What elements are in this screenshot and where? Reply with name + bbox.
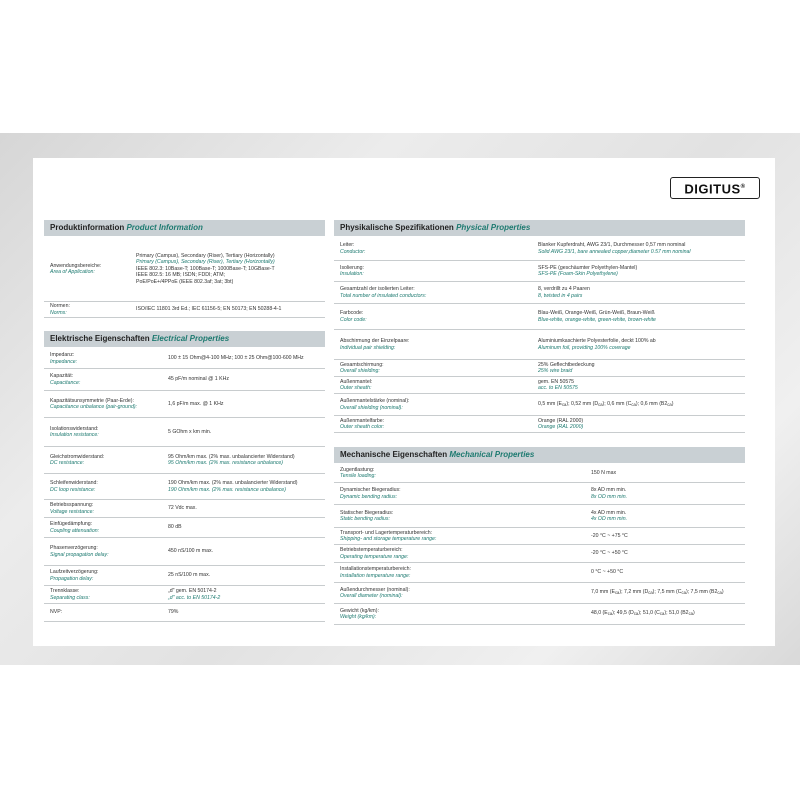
spec-row bbox=[44, 566, 325, 586]
spec-label-de: Transport- und Lagertemperaturbereich: bbox=[340, 529, 433, 536]
spec-label bbox=[334, 377, 534, 393]
spec-label-de: Betriebsspannung: bbox=[50, 502, 94, 509]
spec-label bbox=[334, 416, 534, 432]
spec-label-en: Norms: bbox=[50, 309, 67, 316]
spec-label-de: Impedanz: bbox=[50, 352, 75, 359]
spec-label-de: Außenmantel: bbox=[340, 378, 373, 385]
spec-label-de: Außendurchmesser (nominal): bbox=[340, 586, 410, 593]
spec-row bbox=[334, 377, 745, 394]
spec-value-val-en: Blue-white, orange-white, green-white, brown-white bbox=[538, 316, 656, 323]
spec-value-val: 80 dB bbox=[168, 524, 182, 531]
spec-value-val: 72 Vdc max. bbox=[168, 505, 197, 512]
subscript: ca bbox=[631, 401, 636, 407]
spec-value bbox=[534, 282, 745, 303]
spec-label-en: Capacitance: bbox=[50, 379, 81, 386]
spec-value bbox=[164, 418, 325, 446]
spec-value-val-en: acc. to EN 50575 bbox=[538, 385, 578, 391]
spec-value-val-en: 8x OD mm min. bbox=[591, 493, 628, 500]
spec-value-val-en: SFS-PE (Foam-Skin Polyethylene) bbox=[538, 271, 618, 277]
spec-value-val: 25% Geflechtbedeckung bbox=[538, 361, 595, 368]
spec-label bbox=[44, 447, 164, 473]
spec-label-en: Overall diameter (nominal): bbox=[340, 593, 403, 599]
spec-value-val: 5 GOhm x km min. bbox=[168, 428, 212, 435]
spec-row bbox=[334, 464, 745, 483]
spec-row bbox=[334, 261, 745, 282]
spec-label-de: Laufzeitverzögerung: bbox=[50, 569, 99, 576]
spec-row bbox=[334, 505, 745, 528]
spec-value-val: 4x AD mm min. bbox=[591, 509, 627, 516]
section-title-de: Elektrische Eigenschaften bbox=[50, 334, 150, 343]
spec-label-en: Separating class: bbox=[50, 594, 90, 601]
spec-label-de: Gesamtschirmung: bbox=[340, 361, 384, 368]
spec-value bbox=[534, 330, 745, 359]
spec-value-val: Orange (RAL 2000) bbox=[538, 417, 584, 424]
section-title-en: Electrical Properties bbox=[151, 334, 230, 343]
spec-value bbox=[164, 500, 325, 517]
section-title-de: Produktinformation bbox=[50, 223, 125, 232]
spec-label-en: Operating temperature range: bbox=[340, 553, 409, 560]
spec-label-en: DC resistance: bbox=[50, 460, 85, 466]
spec-value-val: 7,0 mm $(E_{ca})$; 7,2 mm $(D_{ca})$; 7,5 mm $(C_{ca})$; 7,5 mm $(B2_{ca})$ bbox=[591, 589, 724, 596]
spec-label bbox=[44, 237, 132, 301]
spec-label-en: Capacitance unbalance (pair-ground): bbox=[50, 404, 137, 410]
spec-value bbox=[164, 369, 325, 390]
spec-value-val: Aluminiumkaschierte Polyesterfolie, deckt 100% ab bbox=[538, 338, 656, 345]
spec-row bbox=[334, 604, 745, 625]
section-title-en: Physical Properties bbox=[456, 223, 531, 232]
spec-value-val: 450 nS/100 m max. bbox=[168, 548, 213, 555]
spec-value bbox=[164, 518, 325, 537]
spec-label bbox=[334, 483, 587, 504]
spec-label-en: Coupling attenuation: bbox=[50, 527, 100, 534]
spec-value bbox=[587, 505, 745, 527]
spec-label bbox=[334, 261, 534, 281]
spec-label bbox=[334, 282, 534, 303]
spec-value-val-en: 95 Ohm/km max. (2% max. resistance unbalance) bbox=[168, 460, 284, 466]
spec-value-val-en: Solid AWG 23/1, bare annealed copper,diameter 0.57 mm nominal bbox=[538, 248, 691, 255]
spec-value bbox=[534, 304, 745, 329]
spec-value bbox=[164, 538, 325, 565]
spec-value-val: -20 °C ~ +50 °C bbox=[591, 550, 628, 557]
spec-label-de: Außenmantelfarbe: bbox=[340, 417, 385, 424]
spec-value-val: 25 nS/100 m max. bbox=[168, 572, 211, 579]
spec-row bbox=[44, 391, 325, 418]
spec-value-val: 100 ± 15 Ohm@4-100 MHz; 100 ± 25 Ohm@100-600 MHz bbox=[168, 355, 304, 362]
spec-label-en: Conductor: bbox=[340, 248, 366, 255]
spec-label-en: Shipping- and storage temperature range: bbox=[340, 536, 437, 542]
spec-value-val: 0 °C ~ +50 °C bbox=[591, 569, 624, 576]
spec-value-val: 150 N max bbox=[591, 469, 617, 476]
spec-label-de: Isolierung: bbox=[340, 264, 364, 271]
spec-label bbox=[334, 464, 587, 482]
spec-value bbox=[164, 566, 325, 585]
spec-label-en: Signal propagation delay: bbox=[50, 551, 109, 558]
spec-value-val: gem. EN 50575 bbox=[538, 378, 575, 385]
digitus-logo: DIGITUS® bbox=[670, 177, 760, 199]
spec-value bbox=[132, 237, 325, 301]
subscript: ca bbox=[681, 590, 686, 596]
section-title-physical bbox=[334, 220, 745, 236]
spec-value-val: Blanker Kupferdraht, AWG 23/1, Durchmesser 0,57 mm nominal bbox=[538, 242, 686, 249]
spec-value-val2: IEEE 802.3: 10Base-T; 100Base-T; 1000Base-T; 10GBase-T bbox=[136, 265, 275, 272]
subscript: ca bbox=[614, 590, 620, 596]
spec-value bbox=[164, 349, 325, 368]
spec-value-val-en: Orange (RAL 2000) bbox=[538, 424, 584, 430]
spec-value bbox=[587, 545, 745, 562]
spec-value-val: 45 pF/m nominal @ 1 KHz bbox=[168, 376, 229, 383]
subscript: ca bbox=[633, 611, 639, 617]
spec-label-de: Außenmantelstärke (nominal): bbox=[340, 398, 410, 405]
spec-value bbox=[534, 394, 745, 415]
spec-label-de: Betriebstemperaturbereich: bbox=[340, 547, 403, 554]
spec-value-val: 8, verdrillt zu 4 Paaren bbox=[538, 286, 590, 293]
spec-label bbox=[44, 604, 164, 621]
spec-label-de: Zugentlastung: bbox=[340, 466, 375, 473]
spec-row bbox=[334, 394, 745, 416]
spec-value bbox=[587, 464, 745, 482]
spec-value-val: Primary (Campus), Secondary (Riser), Tertiary (Horizontally) bbox=[136, 252, 275, 259]
spec-label bbox=[334, 237, 534, 260]
spec-value bbox=[164, 474, 325, 499]
spec-label bbox=[334, 545, 587, 562]
section-title-mechanical bbox=[334, 447, 745, 463]
spec-label bbox=[44, 349, 164, 368]
spec-label bbox=[44, 418, 164, 446]
section-title-de: Mechanische Eigenschaften bbox=[340, 450, 448, 459]
spec-label-de: Kapazitätsunsymmetrie (Paar-Erde): bbox=[50, 397, 134, 404]
spec-value-val-en: 8, twisted in 4 pairs bbox=[538, 292, 583, 299]
spec-value bbox=[587, 604, 745, 624]
spec-label-de: Schleifenwiderstand: bbox=[50, 480, 98, 487]
spec-value bbox=[534, 237, 745, 260]
spec-label-de: Gesamtzahl der isolierten Leiter: bbox=[340, 286, 415, 293]
spec-label-en: Propagation delay: bbox=[50, 575, 94, 582]
spec-label bbox=[44, 518, 164, 537]
spec-value-val: SFS-PE (geschäumter Polyethylen-Mantel) bbox=[538, 264, 638, 271]
spec-row bbox=[44, 604, 325, 622]
spec-label bbox=[334, 304, 534, 329]
spec-value bbox=[587, 563, 745, 582]
spec-value bbox=[164, 586, 325, 603]
spec-value bbox=[587, 483, 745, 504]
spec-label-de: Anwendungsbereiche: bbox=[50, 262, 102, 269]
spec-row bbox=[44, 474, 325, 500]
spec-label bbox=[44, 391, 164, 417]
spec-value bbox=[164, 391, 325, 417]
spec-value-val-en: Primary (Campus), Secondary (Riser), Tertiary (Horizontally) bbox=[136, 259, 275, 266]
spec-row bbox=[44, 538, 325, 566]
spec-label-en: Insulation resistance: bbox=[50, 432, 99, 438]
spec-value-val4: PoE/PoE+/4PPoE (IEEE 802.3af; 3at; 3bt) bbox=[136, 278, 234, 285]
spec-label bbox=[44, 369, 164, 390]
spec-row bbox=[44, 369, 325, 391]
section-title-product_info bbox=[44, 220, 325, 236]
spec-value-val: ISO/IEC 11801 3rd Ed.; IEC 61156-5; EN 50173; EN 50288-4-1 bbox=[136, 306, 282, 313]
spec-label-en: Total number of insulated conductors: bbox=[340, 292, 427, 299]
spec-label-en: Tensile loading: bbox=[340, 473, 376, 479]
spec-value-val: 95 Ohm/km max. (2% max. unbalancierter Widerstand) bbox=[168, 453, 295, 460]
spec-label-de: Einfügedämpfung: bbox=[50, 521, 93, 528]
spec-label-en: Outer sheath: bbox=[340, 385, 372, 391]
subscript: ca bbox=[667, 401, 672, 407]
spec-value bbox=[534, 377, 745, 393]
spec-label-en: Outer sheath color: bbox=[340, 424, 385, 430]
spec-row bbox=[334, 330, 745, 360]
spec-label-de: Kapazität: bbox=[50, 373, 74, 380]
subscript: ca bbox=[598, 401, 603, 407]
spec-label bbox=[334, 360, 534, 376]
spec-label bbox=[334, 528, 587, 544]
spec-label-de: Normen: bbox=[50, 303, 70, 310]
subscript: ca bbox=[717, 590, 722, 596]
spec-value bbox=[534, 261, 745, 281]
spec-value bbox=[587, 528, 745, 544]
spec-label-de: Isolationswiderstand: bbox=[50, 425, 99, 432]
spec-row bbox=[44, 447, 325, 474]
spec-label-en: Overall shielding: bbox=[340, 368, 380, 374]
spec-label-en: Individual pair shielding: bbox=[340, 344, 396, 351]
spec-value bbox=[534, 360, 745, 376]
spec-label-de: Gleichstromwiderstand: bbox=[50, 453, 105, 460]
spec-value-val: 79% bbox=[168, 609, 179, 616]
subscript: ca bbox=[659, 611, 665, 617]
spec-label-de: Leiter: bbox=[340, 242, 355, 249]
spec-label-de: Phasenverzögerung: bbox=[50, 545, 98, 552]
spec-label-de: Installationstemperaturbereich: bbox=[340, 566, 411, 573]
spec-label bbox=[334, 563, 587, 582]
spec-label-de: Farbcode: bbox=[340, 310, 364, 317]
spec-row bbox=[334, 304, 745, 330]
spec-row bbox=[334, 416, 745, 433]
subscript: ca bbox=[607, 611, 613, 617]
spec-row bbox=[44, 500, 325, 518]
spec-value-val: 0,5 mm $(E_{ca})$; 0,52 mm $(D_{ca})$; 0,6 mm $(C_{ca})$; 0,6 mm $(B2_{ca})$ bbox=[538, 400, 674, 407]
spec-row bbox=[44, 349, 325, 369]
spec-label bbox=[44, 566, 164, 585]
spec-label-en: Insulation: bbox=[340, 271, 364, 277]
spec-value-val-en: „d" acc. to EN 50174-2 bbox=[168, 594, 221, 601]
spec-label-de: Gewicht (kg/km): bbox=[340, 607, 379, 614]
spec-value-val: 190 Ohm/km max. (2% max. unbalancierter Widerstand) bbox=[168, 480, 298, 487]
spec-row bbox=[334, 583, 745, 604]
spec-label bbox=[44, 302, 132, 317]
spec-value-val: 48,0 $(E_{ca})$; 49,5 $(D_{ca})$; 51,0 $(C_{ca})$; 51,0 $(B2_{ca})$ bbox=[591, 610, 695, 617]
spec-value bbox=[587, 583, 745, 603]
spec-value bbox=[132, 302, 325, 317]
section-title-de: Physikalische Spezifikationen bbox=[340, 223, 454, 232]
spec-row bbox=[44, 302, 325, 318]
spec-label-en: Installation temperature range: bbox=[340, 572, 411, 579]
spec-value-val: „d" gem. EN 50174-2 bbox=[168, 588, 217, 595]
spec-row bbox=[334, 237, 745, 261]
spec-row bbox=[334, 545, 745, 563]
spec-row bbox=[44, 418, 325, 447]
section-title-en: Product Information bbox=[126, 223, 203, 232]
section-title-electrical bbox=[44, 331, 325, 347]
spec-value-val3: IEEE 802.5: 16 MB; ISDN; FDDI; ATM; bbox=[136, 272, 225, 279]
spec-value-val: 8x AD mm min. bbox=[591, 487, 627, 494]
spec-label bbox=[44, 586, 164, 603]
spec-row bbox=[334, 282, 745, 304]
spec-value bbox=[164, 447, 325, 473]
spec-label-en: Color code: bbox=[340, 316, 367, 323]
spec-label-en: Weight (kg/km): bbox=[340, 614, 377, 620]
spec-label-de: Trennklasse: bbox=[50, 588, 80, 595]
spec-label bbox=[44, 500, 164, 517]
spec-row bbox=[334, 360, 745, 377]
spec-label-de: Abschirmung der Einzelpaare: bbox=[340, 338, 410, 345]
spec-row bbox=[334, 483, 745, 505]
spec-label bbox=[334, 604, 587, 624]
spec-value-val: 1,6 pF/m max. @ 1 KHz bbox=[168, 400, 224, 407]
spec-row bbox=[44, 586, 325, 604]
spec-value bbox=[534, 416, 745, 432]
spec-value-val-en: 190 Ohm/km max. (2% max. resistance unbalance) bbox=[168, 486, 286, 493]
spec-value bbox=[164, 604, 325, 621]
spec-value-val: -20 °C ~ +75 °C bbox=[591, 532, 628, 539]
spec-label bbox=[44, 474, 164, 499]
spec-value-val-en: 4x OD mm min. bbox=[591, 516, 628, 522]
spec-label-en: Static bending radius: bbox=[340, 516, 390, 522]
spec-label-de: Dynamischer Biegeradius: bbox=[340, 487, 401, 494]
spec-label bbox=[334, 330, 534, 359]
spec-label bbox=[334, 394, 534, 415]
spec-label-en: Voltage resistance: bbox=[50, 508, 94, 515]
spec-value-val: Blau-Weiß, Orange-Weiß, Grün-Weiß, Braun-Weiß bbox=[538, 310, 655, 317]
spec-value-val-en: Aluminum foil, providing 100% coverage bbox=[538, 344, 631, 351]
spec-label bbox=[334, 583, 587, 603]
spec-row bbox=[334, 563, 745, 583]
subscript: ca bbox=[688, 611, 693, 617]
spec-label bbox=[334, 505, 587, 527]
spec-row bbox=[44, 237, 325, 302]
spec-label-en: Overall shielding (nominal): bbox=[340, 404, 403, 411]
spec-row bbox=[334, 528, 745, 545]
subscript: ca bbox=[561, 401, 567, 407]
spec-label bbox=[44, 538, 164, 565]
spec-label-en: Impedance: bbox=[50, 358, 78, 365]
spec-label-en: DC loop resistance: bbox=[50, 486, 96, 493]
section-title-en: Mechanical Properties bbox=[449, 450, 535, 459]
spec-row bbox=[44, 518, 325, 538]
spec-value-val-en: 25% wire braid bbox=[538, 368, 573, 374]
spec-label-en: Dynamic bending radius: bbox=[340, 493, 398, 500]
spec-label-de: Statischer Biegeradius: bbox=[340, 509, 394, 516]
spec-label-en: Area of Application: bbox=[50, 269, 95, 275]
spec-label-de: NVP: bbox=[50, 609, 63, 616]
subscript: ca bbox=[648, 590, 653, 596]
